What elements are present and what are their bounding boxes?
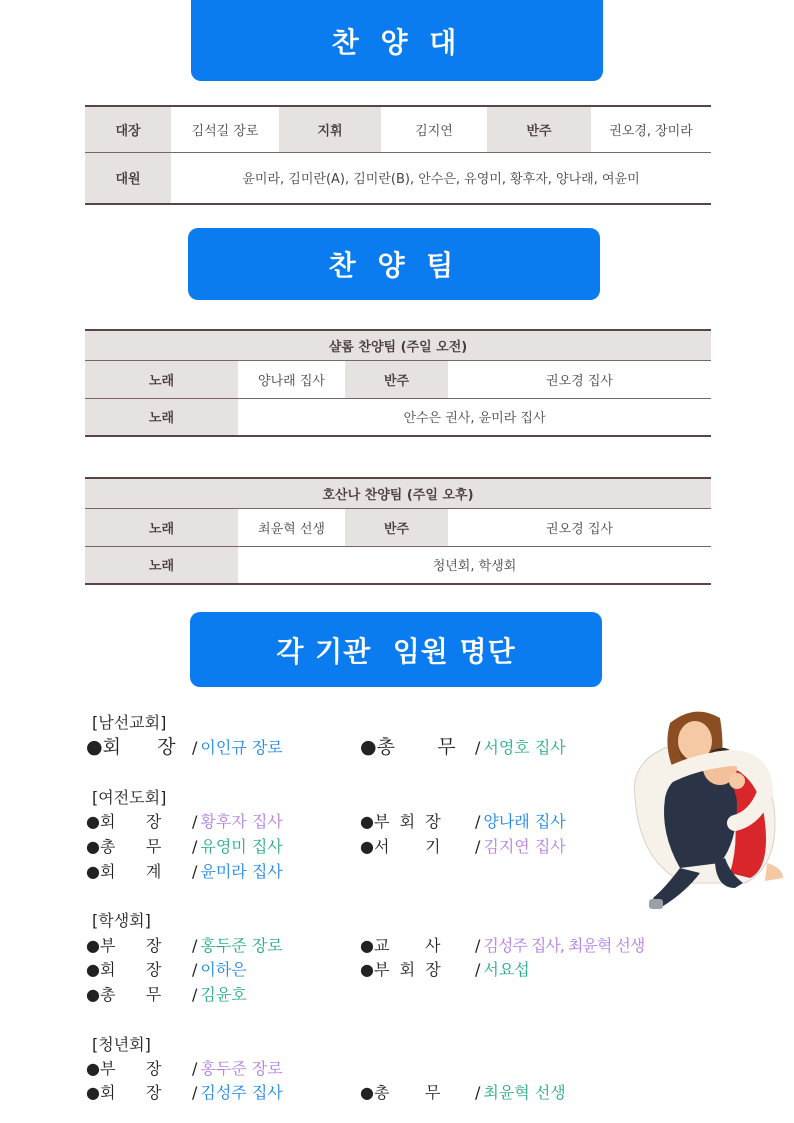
students-row-3 — [86, 983, 247, 1007]
role-label: ●총 무 — [360, 736, 456, 758]
officer-name: 서요섭 — [483, 960, 530, 979]
officer-name: 유영미 집사 — [200, 837, 283, 856]
hosanna-accomp-value: 권오경 집사 — [546, 521, 613, 537]
officer-name: 양나래 집사 — [483, 812, 566, 831]
slash: / — [475, 960, 481, 979]
students-row-2-right — [360, 958, 530, 982]
slash: / — [192, 862, 198, 881]
officer-name: 이하은 — [200, 960, 247, 979]
shalom-accomp-value: 권오경 집사 — [546, 373, 613, 389]
officer-name: 서영호 집사 — [483, 738, 566, 757]
officer-name: 최윤혁 선생 — [483, 1083, 566, 1102]
slash: / — [192, 812, 198, 831]
shalom-song-value: 양나래 집사 — [258, 373, 325, 389]
men-head: [남선교회] — [92, 713, 167, 732]
women-row-1 — [86, 810, 283, 834]
officer-name: 김지연 집사 — [483, 837, 566, 856]
role-label: ●총 무 — [86, 985, 162, 1004]
team-banner-title: 찬 양 팀 — [328, 249, 460, 282]
shalom-song2-value: 안수은 권사, 윤미라 집사 — [403, 411, 546, 427]
shalom-song-label: 노래 — [85, 360, 238, 398]
slash: / — [192, 936, 198, 955]
role-label: ●회 계 — [86, 862, 162, 881]
shalom-table — [85, 329, 711, 437]
slash: / — [475, 837, 481, 856]
officer-name: 이인규 장로 — [200, 738, 283, 757]
hosanna-table — [85, 477, 711, 585]
hosanna-song-label: 노래 — [85, 508, 238, 546]
role-label: ●회 장 — [86, 960, 162, 979]
officer-name: 윤미라 집사 — [200, 862, 283, 881]
role-label: ●서 기 — [360, 837, 441, 856]
role-label: ●부 회 장 — [360, 960, 441, 979]
conductor-value: 김지연 — [415, 123, 453, 139]
women-row-1-right — [360, 810, 566, 834]
role-label: ●회 장 — [86, 812, 162, 831]
officer-name: 김윤호 — [200, 985, 247, 1004]
students-row-1-right — [360, 934, 644, 958]
slash: / — [475, 738, 481, 757]
shalom-accomp-label: 반주 — [345, 360, 448, 398]
role-label: ●부 장 — [86, 936, 162, 955]
accomp-value: 권오경, 장미라 — [609, 123, 693, 139]
choir-table — [85, 105, 711, 205]
role-label: ●교 사 — [360, 936, 441, 955]
leader-value: 김석길 장로 — [191, 123, 259, 139]
role-label: ●부 장 — [86, 1059, 162, 1078]
hosanna-song2-label: 노래 — [85, 546, 238, 584]
leader-label: 대장 — [85, 106, 171, 152]
conductor-label: 지휘 — [279, 106, 381, 152]
shalom-song2-label: 노래 — [85, 398, 238, 436]
officers-banner — [190, 612, 602, 687]
officers-banner-title: 각 기관 임원 명단 — [276, 634, 516, 668]
men-row-1 — [86, 735, 283, 759]
women-row-3 — [86, 860, 283, 884]
officer-name: 홍두준 장로 — [200, 1059, 283, 1078]
slash: / — [192, 738, 198, 757]
role-label: ●부 회 장 — [360, 812, 441, 831]
officer-name: 홍두준 장로 — [200, 936, 283, 955]
youth-row-1 — [86, 1057, 283, 1081]
slash: / — [475, 812, 481, 831]
students-row-1 — [86, 934, 283, 958]
accomp-label: 반주 — [487, 106, 591, 152]
role-label: ●회 장 — [86, 1083, 162, 1102]
youth-row-2-right — [360, 1081, 566, 1105]
students-head: [학생회] — [92, 911, 151, 930]
members-value: 윤미라, 김미란(A), 김미란(B), 안수은, 유영미, 황후자, 양나래, 여윤미 — [242, 172, 640, 188]
officer-name: 황후자 집사 — [200, 812, 283, 831]
role-label: ●회 장 — [86, 736, 176, 758]
slash: / — [475, 1083, 481, 1102]
officer-name: 김성주 집사, 최윤혁 선생 — [483, 936, 645, 955]
students-row-2 — [86, 958, 247, 982]
slash: / — [192, 1083, 198, 1102]
women-row-2 — [86, 835, 283, 859]
officer-name: 김성주 집사 — [200, 1083, 283, 1102]
slash: / — [192, 837, 198, 856]
youth-head: [청년회] — [92, 1035, 151, 1054]
men-row-1-right — [360, 735, 566, 759]
members-label: 대원 — [85, 152, 171, 204]
women-head: [여전도회] — [92, 788, 167, 807]
jesus-embrace-illustration — [625, 703, 785, 915]
slash: / — [475, 936, 481, 955]
role-label: ●총 무 — [86, 837, 162, 856]
team-banner — [188, 228, 600, 300]
choir-banner — [191, 0, 603, 81]
role-label: ●총 무 — [360, 1083, 441, 1102]
hosanna-song-value: 최윤혁 선생 — [258, 521, 325, 537]
youth-row-2 — [86, 1081, 283, 1105]
slash: / — [192, 985, 198, 1004]
women-row-2-right — [360, 835, 566, 859]
hosanna-song2-value: 청년회, 학생회 — [432, 559, 517, 575]
hosanna-title: 호산나 찬양팀 (주일 오후) — [85, 478, 711, 508]
slash: / — [192, 1059, 198, 1078]
hosanna-accomp-label: 반주 — [345, 508, 448, 546]
shalom-title: 샬롬 찬양팀 (주일 오전) — [85, 330, 711, 360]
slash: / — [192, 960, 198, 979]
choir-banner-title: 찬 양 대 — [331, 25, 463, 59]
